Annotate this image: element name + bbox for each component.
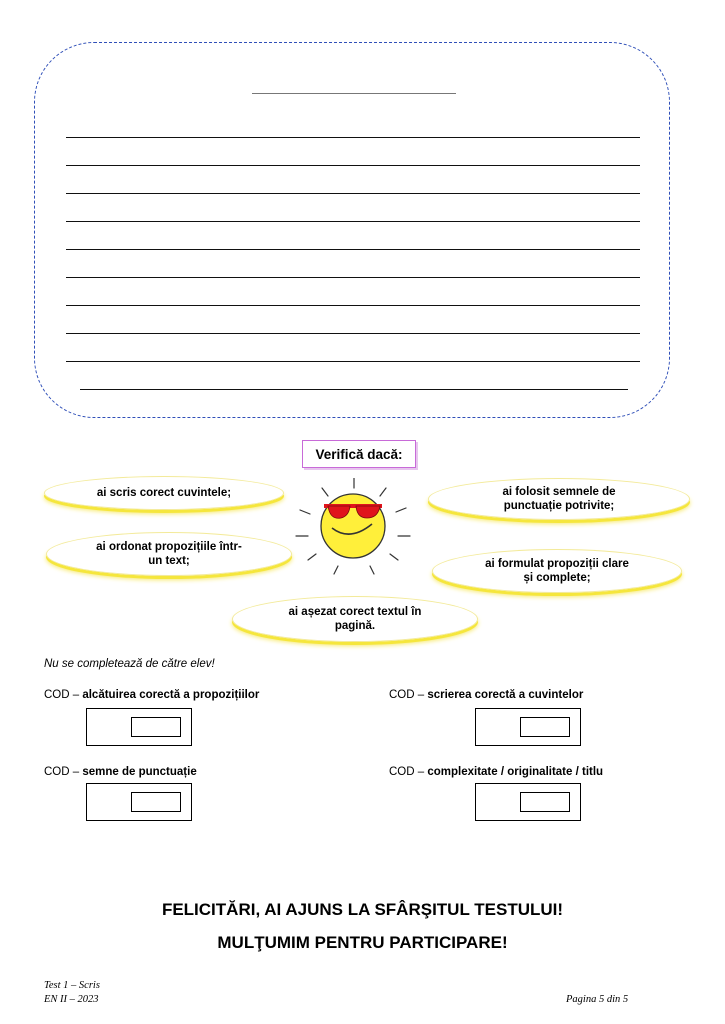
writing-line[interactable] bbox=[80, 389, 628, 390]
footer-exam: EN II – 2023 bbox=[44, 994, 99, 1005]
checklist-item-text: ai ordonat propozițiile într-un text; bbox=[96, 541, 242, 567]
writing-line[interactable] bbox=[66, 165, 640, 166]
checklist-item bbox=[432, 549, 682, 593]
checklist-item bbox=[44, 476, 284, 510]
code-label: COD – complexitate / originalitate / titlu bbox=[389, 766, 604, 778]
title-line[interactable] bbox=[252, 93, 456, 94]
writing-line[interactable] bbox=[66, 277, 640, 278]
code-box[interactable] bbox=[86, 708, 192, 746]
checklist-item bbox=[232, 596, 478, 642]
code-input[interactable] bbox=[520, 792, 570, 812]
checklist-item bbox=[46, 532, 292, 576]
writing-line[interactable] bbox=[66, 249, 640, 250]
code-box[interactable] bbox=[475, 708, 581, 746]
code-box[interactable] bbox=[475, 783, 581, 821]
writing-line[interactable] bbox=[66, 137, 640, 138]
evaluator-note: Nu se completează de către elev! bbox=[44, 658, 215, 670]
closing-congrats: FELICITĂRI, AI AJUNS LA SFÂRŞITUL TESTULUI! bbox=[161, 900, 564, 919]
code-input[interactable] bbox=[131, 717, 181, 737]
writing-line[interactable] bbox=[66, 333, 640, 334]
code-input[interactable] bbox=[131, 792, 181, 812]
code-label: COD – semne de punctuație bbox=[44, 766, 197, 778]
checklist-item-text: ai scris corect cuvintele; bbox=[96, 487, 232, 499]
code-box[interactable] bbox=[86, 783, 192, 821]
writing-line[interactable] bbox=[66, 221, 640, 222]
writing-line[interactable] bbox=[66, 305, 640, 306]
sun-icon bbox=[294, 478, 414, 578]
checklist-heading: Verifică dacă: bbox=[302, 440, 416, 468]
checklist-item bbox=[428, 478, 690, 520]
writing-line[interactable] bbox=[66, 361, 640, 362]
code-label: COD – alcătuirea corectă a propozițiilor bbox=[44, 689, 260, 701]
closing-thanks: MULŢUMIM PENTRU PARTICIPARE! bbox=[217, 933, 508, 952]
code-label: COD – scrierea corectă a cuvintelor bbox=[389, 689, 584, 701]
footer-test: Test 1 – Scris bbox=[44, 980, 100, 991]
checklist-item-text: ai folosit semnele de punctuație potrivite; bbox=[502, 486, 616, 512]
writing-line[interactable] bbox=[66, 193, 640, 194]
code-input[interactable] bbox=[520, 717, 570, 737]
footer-page: Pagina 5 din 5 bbox=[566, 994, 629, 1005]
checklist-item-text: ai așezat corect textul în pagină. bbox=[288, 606, 422, 632]
checklist-item-text: ai formulat propoziții clare și complete; bbox=[485, 558, 629, 584]
